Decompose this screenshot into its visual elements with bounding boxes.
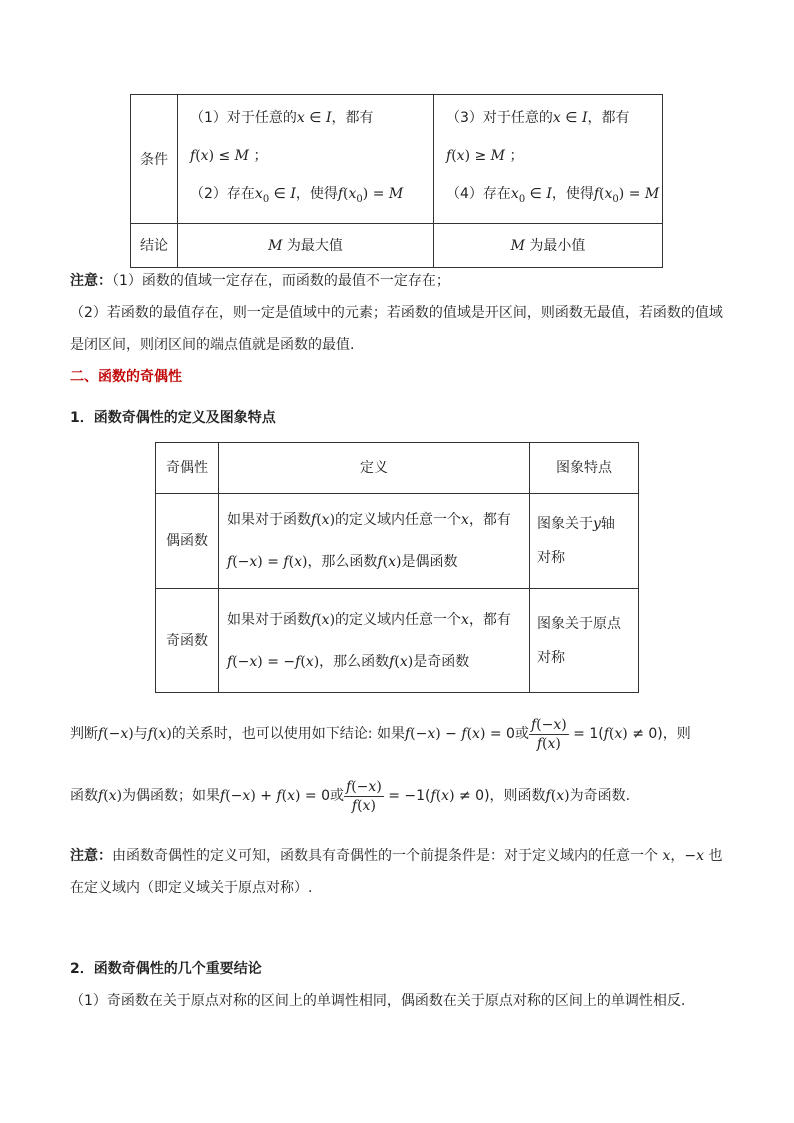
header-graph-feature: 图象特点 <box>530 443 639 494</box>
min-conclusion: M 为最小值 <box>434 223 663 267</box>
even-function-feature: 图象关于y轴 对称 <box>530 494 639 589</box>
note2-paragraph: 注意：由函数奇偶性的定义可知，函数具有奇偶性的一个前提条件是：对于定义域内的任意一个 x，−x 也 在定义域内（即定义域关于原点对称）. <box>70 848 723 896</box>
min-cond-line1: （3）对于任意的x ∈ I，都有 <box>446 110 630 126</box>
subheading-definition: 1．函数奇偶性的定义及图象特点 <box>70 410 276 426</box>
header-definition: 定义 <box>219 443 530 494</box>
header-parity: 奇偶性 <box>156 443 219 494</box>
fraction-odd: $\frac{f(-x)}{f(x)}$ <box>346 778 382 814</box>
odd-function-definition: 如果对于函数f(x)的定义域内任意一个x，都有 f(−x) = −f(x)，那么函数f(x)是奇函数 <box>219 589 530 693</box>
min-cond-line2: f(x) ≥ M ； <box>446 148 524 164</box>
odd-function-label: 奇函数 <box>156 589 219 693</box>
even-function-label: 偶函数 <box>156 494 219 589</box>
parity-definition-table <box>155 442 639 693</box>
note1-paragraph2: （2）若函数的最值存在，则一定是值域中的元素；若函数的值域是开区间，则函数无最值，若函数的值域是闭区间，则闭区间的端点值就是函数的最值. <box>70 305 723 353</box>
max-conclusion: M 为最大值 <box>178 223 434 267</box>
max-cond-line3: （2）存在$x_0$ ∈ I，使得$f(x_0) = M$ <box>190 186 404 205</box>
odd-function-feature: 图象关于原点 对称 <box>530 589 639 693</box>
max-cond-line2: f(x) ≤ M ； <box>190 148 268 164</box>
judge-line1: 判断f(−x)与f(x)的关系时，也可以使用如下结论: 如果f(−x) − f(x) = 0或 $\frac{f(-x)}{f(x)}$ = 1(f(x) ≠ 0)，则 <box>70 716 691 752</box>
min-conditions-cell <box>434 95 663 224</box>
extremum-condition-table <box>130 94 663 268</box>
row-label-condition: 条件 <box>131 95 178 224</box>
conclusion-item-1: （1）奇函数在关于原点对称的区间上的单调性相同，偶函数在关于原点对称的区间上的单调性相反. <box>70 993 686 1009</box>
judge-line2: 函数f(x)为偶函数；如果f(−x) + f(x) = 0或 $\frac{f(-x)}{f(x)}$ = −1(f(x) ≠ 0)，则函数f(x)为奇函数. <box>70 778 631 814</box>
max-cond-line1: （1）对于任意的x ∈ I，都有 <box>190 110 374 126</box>
fraction-even: $\frac{f(-x)}{f(x)}$ <box>530 716 567 752</box>
row-label-conclusion: 结论 <box>131 223 178 267</box>
section-heading-parity: 二、函数的奇偶性 <box>70 369 182 385</box>
max-conditions-cell <box>178 95 434 224</box>
min-cond-line3: （4）存在$x_0$ ∈ I，使得$f(x_0) = M$ <box>446 186 660 205</box>
note1-line1: 注意：（1）函数的值域一定存在，而函数的最值不一定存在； <box>70 273 450 289</box>
even-function-definition: 如果对于函数f(x)的定义域内任意一个x，都有 f(−x) = f(x)，那么函数f(x)是偶函数 <box>219 494 530 589</box>
subheading-conclusions: 2．函数奇偶性的几个重要结论 <box>70 961 262 977</box>
